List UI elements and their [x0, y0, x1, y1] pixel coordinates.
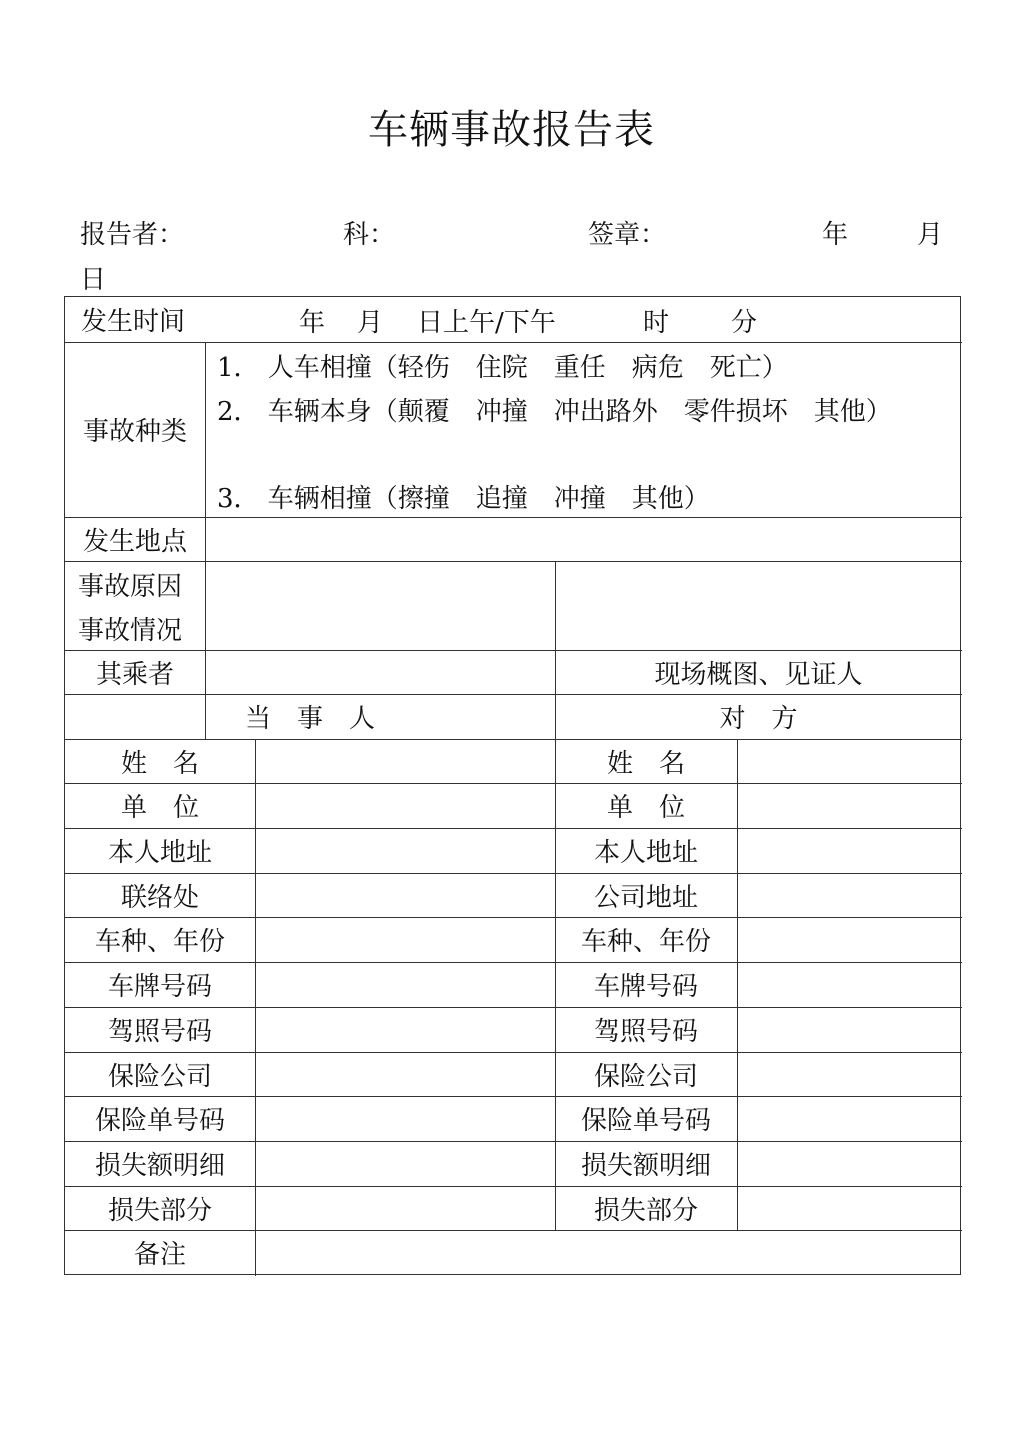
other-field-label: 本人地址 — [593, 838, 698, 868]
remarks-field[interactable] — [256, 1231, 961, 1274]
header-day-label: 日 — [80, 265, 107, 295]
cause-field[interactable] — [206, 562, 555, 650]
occurrence-time-label: 发生时间 — [81, 307, 186, 337]
other-field-label: 损失额明细 — [580, 1151, 711, 1181]
occurrence-day-ampm-label: 日上午/下午 — [417, 308, 556, 338]
other-field-label: 保险公司 — [593, 1061, 698, 1092]
occurrence-hour-label: 时 — [643, 308, 670, 338]
situation-field[interactable] — [556, 562, 961, 650]
self-field-label: 保险单号码 — [94, 1106, 225, 1136]
occurrence-minute-label: 分 — [731, 308, 758, 338]
other-field-label: 保险单号码 — [580, 1106, 711, 1136]
header-month-label: 月 — [917, 220, 944, 250]
accident-type-label: 事故种类 — [82, 417, 187, 447]
other-field-label: 单 位 — [606, 793, 685, 823]
self-field-label: 本人地址 — [107, 838, 212, 868]
situation-label: 事故情况 — [78, 616, 183, 646]
other-field-label: 车种、年份 — [580, 927, 711, 957]
occurrence-month-label: 月 — [357, 308, 384, 338]
self-field-label: 单 位 — [120, 793, 199, 823]
self-field-label: 车牌号码 — [107, 972, 212, 1002]
other-field-label: 公司地址 — [593, 882, 698, 913]
reporter-label: 报告者： — [80, 220, 185, 250]
other-field-label: 驾照号码 — [593, 1017, 698, 1047]
other-field-label: 姓 名 — [606, 748, 685, 779]
passengers-label: 其乘者 — [95, 659, 174, 690]
self-field-label: 姓 名 — [120, 748, 199, 779]
self-field-label: 保险公司 — [107, 1061, 212, 1092]
other-field-label: 车牌号码 — [593, 972, 698, 1002]
accident-report-table — [64, 296, 961, 1275]
location-field[interactable] — [206, 518, 961, 561]
cause-label: 事故原因 — [78, 572, 183, 602]
self-field-label: 损失部分 — [107, 1195, 212, 1226]
header-year-label: 年 — [822, 220, 849, 250]
accident-type-line-2: 2． 车辆本身（颠覆 冲撞 冲出路外 零件损坏 其他） — [217, 397, 892, 427]
accident-type-line-3: 3． 车辆相撞（擦撞 追撞 冲撞 其他） — [217, 484, 710, 514]
passengers-field[interactable] — [206, 651, 555, 694]
party-other-header: 对 方 — [719, 704, 798, 734]
party-self-header: 当 事 人 — [244, 704, 375, 734]
accident-type-line-1: 1． 人车相撞（轻伤 住院 重任 病危 死亡） — [217, 353, 788, 383]
seal-label: 签章： — [588, 220, 667, 250]
scene-label: 现场概图、见证人 — [654, 659, 863, 690]
document-title: 车辆事故报告表 — [368, 107, 655, 153]
other-field-label: 损失部分 — [593, 1195, 698, 1226]
location-label: 发生地点 — [82, 526, 187, 557]
self-field-label: 损失额明细 — [94, 1151, 225, 1181]
self-field-label: 驾照号码 — [107, 1017, 212, 1047]
occurrence-year-label: 年 — [299, 308, 326, 338]
self-field-label: 车种、年份 — [94, 927, 225, 957]
self-field-label: 联络处 — [120, 882, 199, 913]
section-label: 科： — [343, 220, 396, 250]
remarks-label: 备注 — [133, 1239, 186, 1270]
